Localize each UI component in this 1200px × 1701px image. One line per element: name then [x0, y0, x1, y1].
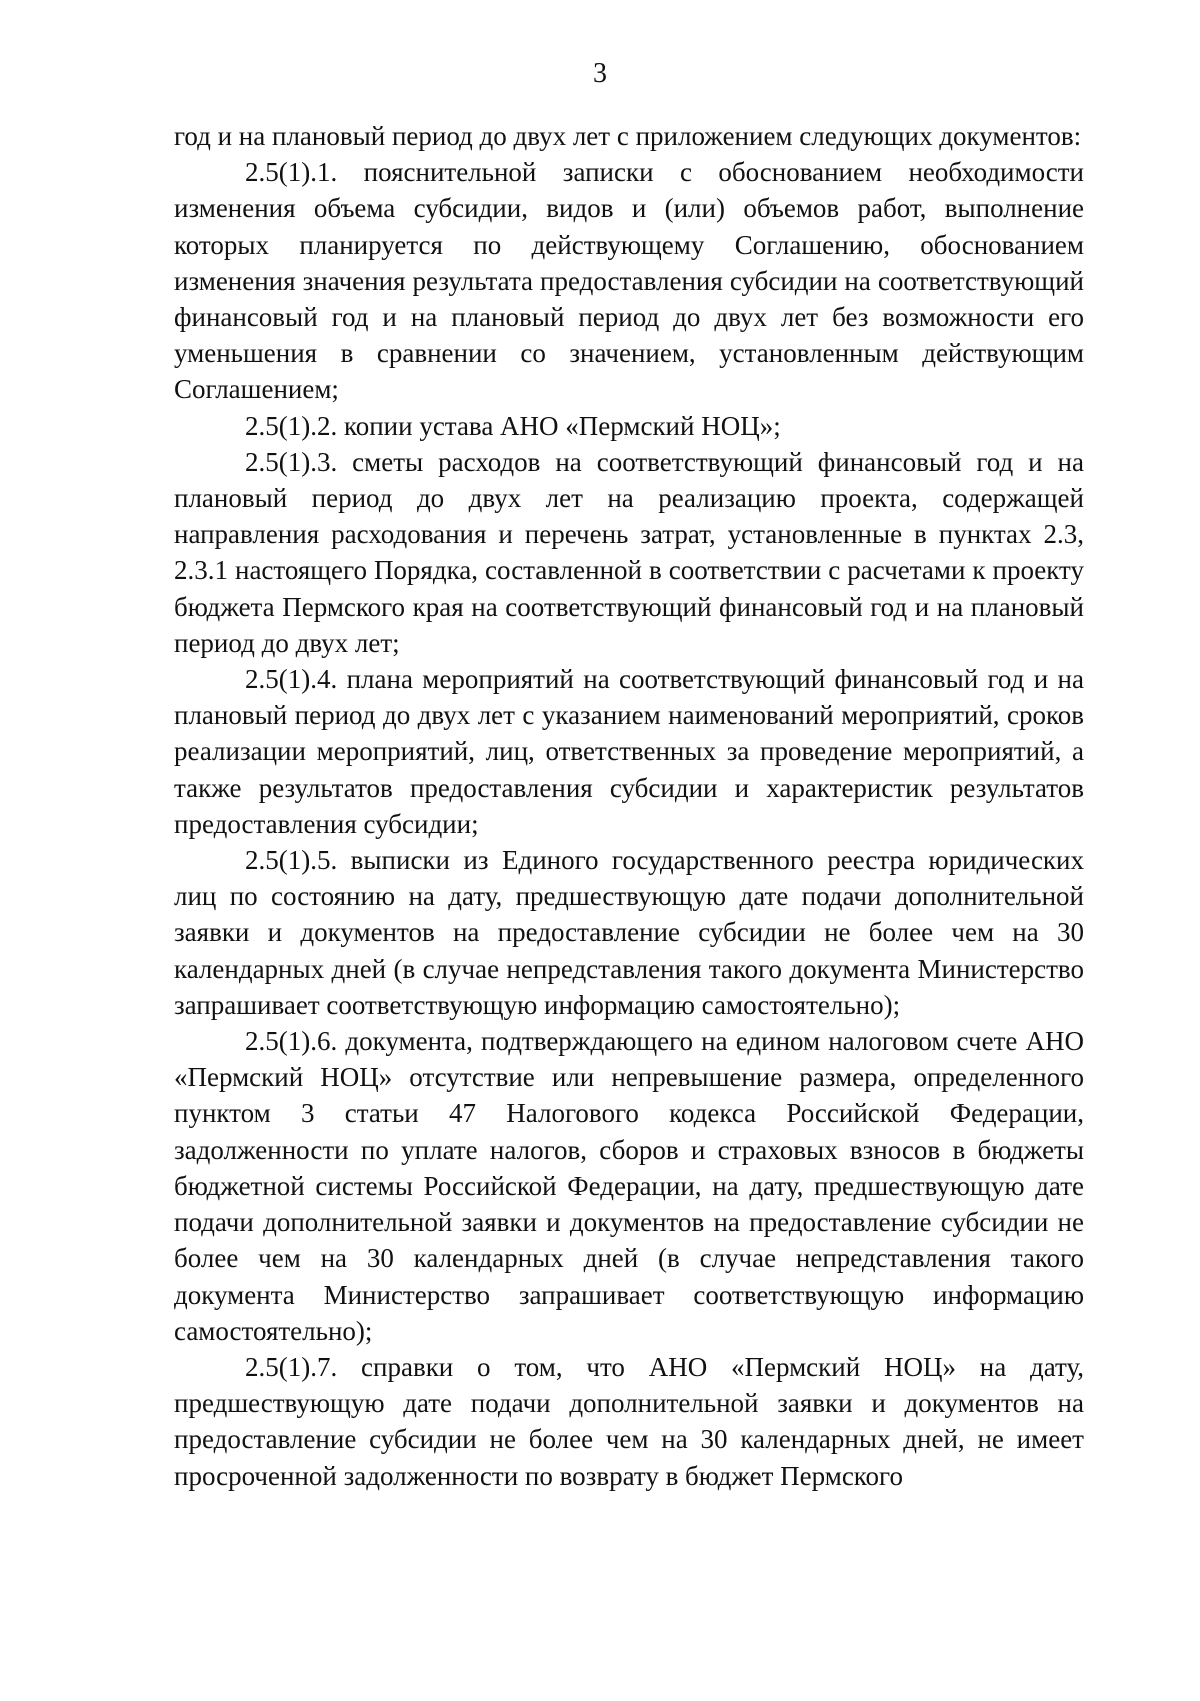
document-body [174, 118, 1084, 1494]
paragraph-item-5: 2.5(1).5. выписки из Единого государственного реестра юридических лиц по состоянию на дату, предшествующую дате подачи дополнительной заявки и документов на предоставление субсидии не более чем на 30 календарных дней (в случае непредставления такого документа Министерство запрашивает соответствующую информацию самостоятельно); [174, 845, 1084, 1020]
paragraph-item-3: 2.5(1).3. сметы расходов на соответствующий финансовый год и на плановый период до двух лет на реализацию проекта, содержащей направления расходования и перечень затрат, установленные в пунктах 2.3, 2.3.1 настоящего Порядка, составленной в соответствии с расчетами к проекту бюджета Пермского края на соответствующий финансовый год и на плановый период до двух лет; [174, 446, 1084, 658]
paragraph-item-7: 2.5(1).7. справки о том, что АНО «Пермский НОЦ» на дату, предшествующую дате подачи дополнительной заявки и документов на предоставление субсидии не более чем на 30 календарных дней, не имеет просроченной задолженности по возврату в бюджет Пермского [174, 1351, 1084, 1491]
paragraph-item-6: 2.5(1).6. документа, подтверждающего на едином налоговом счете АНО «Пермский НОЦ» отсутствие или непревышение размера, определенного пунктом 3 статьи 47 Налогового кодекса Российской Федерации, задолженности по уплате налогов, сборов и страховых взносов в бюджеты бюджетной системы Российской Федерации, на дату, предшествующую дате подачи дополнительной заявки и документов на предоставление субсидии не более чем на 30 календарных дней (в случае непредставления такого документа Министерство запрашивает соответствующую информацию самостоятельно); [174, 1026, 1084, 1346]
paragraph-item-2: 2.5(1).2. копии устава АНО «Пермский НОЦ»; [245, 410, 781, 441]
paragraph-continuation: год и на плановый период до двух лет с приложением следующих документов: [174, 121, 1082, 151]
page-number: 3 [593, 58, 607, 89]
paragraph-item-1: 2.5(1).1. пояснительной записки с обоснованием необходимости изменения объема субсидии, видов и (или) объемов работ, выполнение которых планируется по действующему Соглашению, обоснованием изменения значения результата предоставления субсидии на соответствующий финансовый год и на плановый период до двух лет без возможности его уменьшения в сравнении со значением, установленным действующим Соглашением; [174, 157, 1084, 405]
paragraph-item-4: 2.5(1).4. плана мероприятий на соответствующий финансовый год и на плановый период до двух лет с указанием наименований мероприятий, сроков реализации мероприятий, лиц, ответственных за проведение мероприятий, а также результатов предоставления субсидии и характеристик результатов предоставления субсидии; [174, 664, 1084, 839]
